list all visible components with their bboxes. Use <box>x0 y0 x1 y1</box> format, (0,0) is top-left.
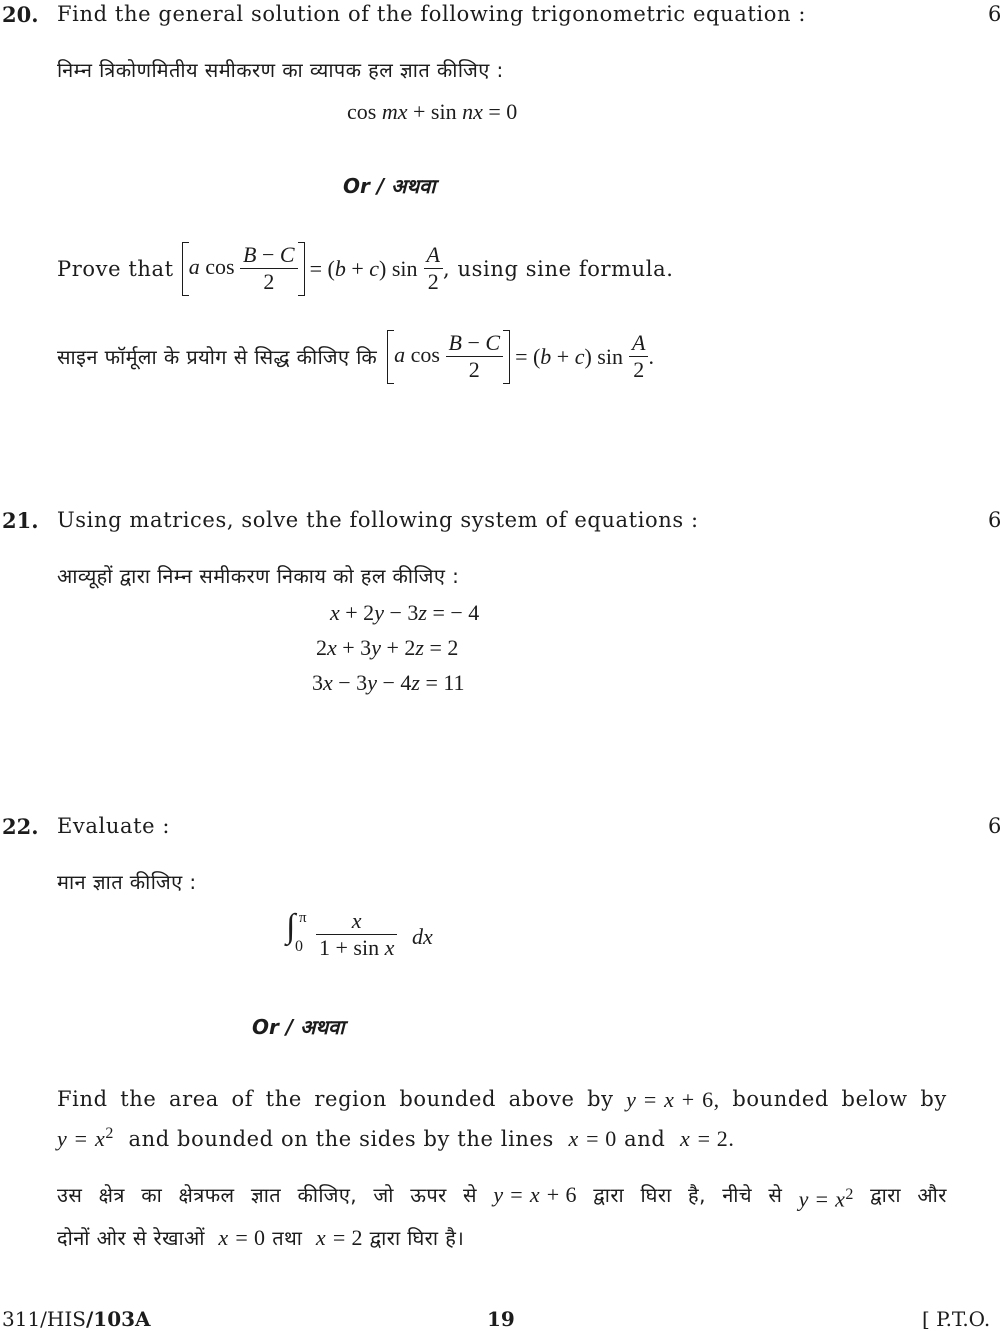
fraction-a-over-2: $\frac{A}{2}$ <box>424 242 443 296</box>
equation-3: 3x − 3y − 4z = 11 <box>312 670 465 695</box>
integrand-fraction: $\frac{x}{\text{1 + sin x}}$ <box>316 908 397 962</box>
equation-1: x + 2y − 3z = − 4 <box>330 600 480 625</box>
or-separator-20: Or / अथवा <box>343 174 436 198</box>
paper-code-suffix: /103A <box>85 1307 151 1331</box>
question-number-21: 21. <box>2 508 39 533</box>
integral-upper-limit: π <box>299 910 307 926</box>
question-20-marks: 6 <box>988 2 1002 26</box>
using-sine-formula-label: , using sine formula. <box>442 256 674 281</box>
question-20-equation: cos mx + sin nx = 0 <box>347 99 518 124</box>
equation-2: 2x + 3y + 2z = 2 <box>316 635 459 660</box>
integral-lower-limit: 0 <box>295 938 303 955</box>
paper-code-prefix: 311/HIS <box>2 1307 86 1331</box>
question-22-marks: 6 <box>988 814 1002 838</box>
question-20-text-en: Find the general solution of the following trigonometric equation : <box>57 2 807 26</box>
prove-that-label-hi: साइन फॉर्मूला के प्रयोग से सिद्ध कीजिए कि <box>57 345 378 370</box>
question-number-20: 20. <box>2 2 39 27</box>
question-21-text-hi: आव्यूहों द्वारा निम्न समीकरण निकाय को हल कीजिए : <box>57 564 460 588</box>
question-20-alt-en: Prove that a cos $\frac{B - C}{2}$ = (b + c) sin $\frac{A}{2}$ , using sine formula. <box>57 242 674 295</box>
question-21-text-en: Using matrices, solve the following system of equations : <box>57 508 699 532</box>
identity-bracket: a cos $\frac{B - C}{2}$ <box>182 242 305 296</box>
question-22-text-hi: मान ज्ञात कीजिए : <box>57 870 197 894</box>
question-20-alt-hi: साइन फॉर्मूला के प्रयोग से सिद्ध कीजिए कि a cos $\frac{B - C}{2}$ = (b + c) sin $\frac{A}{2}$ . <box>57 330 654 383</box>
pto-label: [ P.T.O. <box>922 1307 991 1331</box>
question-number-22: 22. <box>2 814 39 839</box>
integral-expression: ∫ π 0 $\frac{x}{\text{1 + sin x}}$ dx <box>286 908 433 961</box>
page-number: 19 <box>487 1307 515 1331</box>
paper-code <box>2 1307 151 1331</box>
fraction-b-minus-c: $\frac{B - C}{2}$ <box>240 242 298 296</box>
prove-that-label: Prove that <box>57 256 174 281</box>
question-22-text-en: Evaluate : <box>57 814 171 838</box>
question-22-alt-hi: उस क्षेत्र का क्षेत्रफल ज्ञात कीजिए, जो ऊपर से y = x + 6 द्वारा घिरा है, नीचे से $y = x^2$ द्वारा और दोनों ओर से रेखाओं x = 0 तथा x = 2 द्वारा घिरा है। <box>57 1182 947 1250</box>
question-20-text-hi: निम्न त्रिकोणमितीय समीकरण का व्यापक हल ज्ञात कीजिए : <box>57 58 504 82</box>
identity-bracket-hi: a cos $\frac{B - C}{2}$ <box>387 330 510 384</box>
question-22-alt-en: Find the area of the region bounded above by y = x + 6, bounded below by $y = x^2$ and bounded on the sides by the lines x = 0 and x = 2. <box>57 1087 947 1151</box>
or-separator-22: Or / अथवा <box>252 1015 345 1039</box>
question-21-marks: 6 <box>988 508 1002 532</box>
integral-sign: ∫ <box>286 908 296 945</box>
